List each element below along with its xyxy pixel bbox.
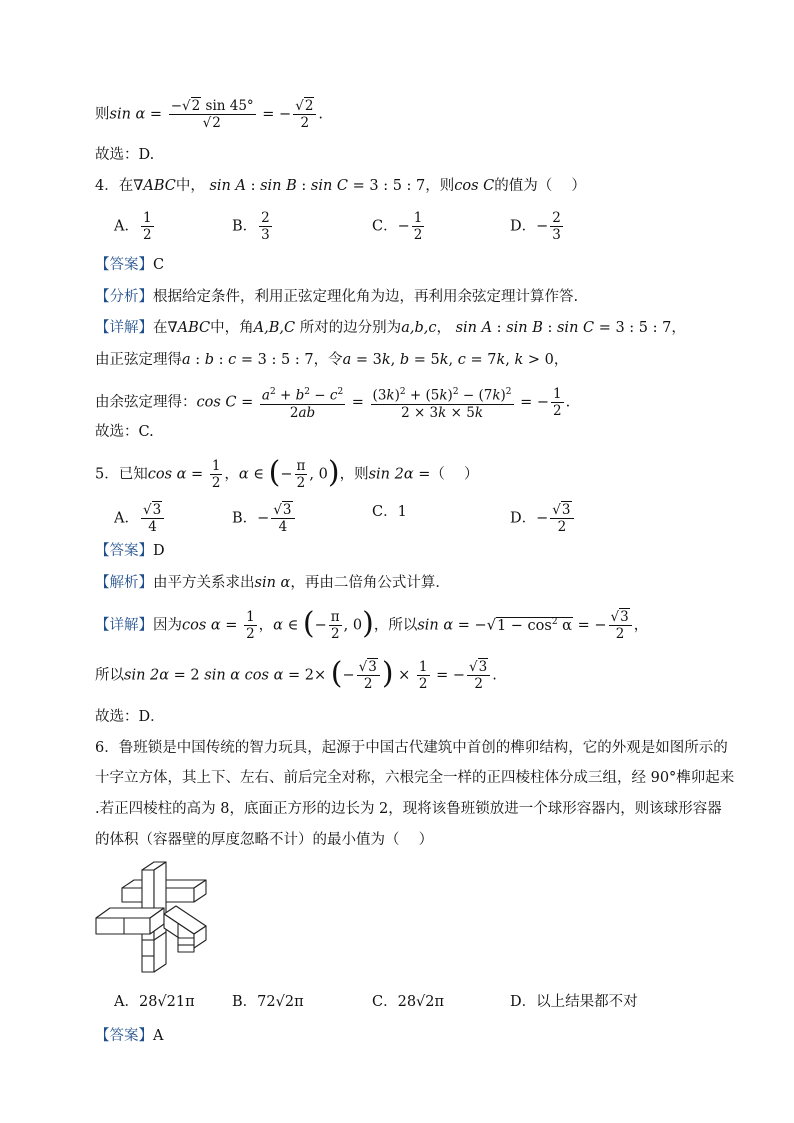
q5-analysis: 【解析】由平方关系求出sin α，再由二倍角公式计算．: [95, 575, 450, 591]
q5-answer: 【答案】D: [95, 543, 165, 559]
top-answer: 故选：D.: [95, 147, 155, 163]
q4-option-d: D．− $\frac{2}{3}$: [510, 210, 561, 243]
q6-option-c: C．28√2π: [372, 994, 445, 1010]
q5-detail: 【详解】因为cos α = $\frac{1}{2}$ ，α ∈ (− $\frac{\pi}{2}$ , 0)，所以$\sin \alpha = -√1 - \cos^2 \alpha$ = − $\frac{√3}{2}$ ，: [95, 605, 649, 642]
q6-option-b: B．72√2π: [232, 994, 304, 1010]
q4-answer: 【答案】C: [95, 257, 165, 273]
q5-option-d: D．− $\frac{√3}{2}$: [510, 502, 576, 535]
q4-option-a: A． $\frac{1}{2}$: [114, 210, 152, 243]
q4-choose: 故选：C.: [95, 424, 154, 440]
q5-choose: 故选：D．: [95, 709, 165, 725]
q5-option-b: B．− $\frac{√3}{4}$: [232, 502, 297, 535]
q6-line-4: 的体积（容器壁的厚度忽略不计）的最小值为（ ）: [95, 832, 434, 848]
q5-option-a: A． $\frac{√3}{4}$: [114, 502, 166, 535]
q4-law-cos: 由余弦定理得：cos C = $\frac{a^2 + b^2 - c^2}{2ab}$ = $\frac{(3k)^2 + (5k)^2 - (7k)^2}{2 \times 3k \times 5k}$ = − $\frac{1}{2}$ .: [95, 385, 571, 421]
q5-option-c: C．1: [372, 504, 407, 520]
q6-line-3: .若正四棱柱的高为 8，底面正方形的边长为 2，现将该鲁班锁放进一个球形容器内，则该球形容器: [95, 801, 722, 817]
q4-stem: 4．在∇ABC中， sin A : sin B : sin C = 3 : 5 : 7，则cos C的值为（ ）: [95, 178, 586, 194]
q6-option-a: A．28√21π: [114, 994, 195, 1010]
q6-option-d: D．以上结果都不对: [510, 994, 638, 1010]
q5-so: 所以sin 2α = 2 sin α cos α = 2× (− $\frac{√3}{2}$ ) × $\frac{1}{2}$ = − $\frac{√3}{2}$ .: [95, 655, 497, 692]
q4-analysis: 【分析】根据给定条件，利用正弦定理化角为边，再利用余弦定理计算作答.: [95, 289, 579, 305]
top-formula-line: 则sin α = $\frac{-√2 \sin 45^\circ}{√2}$ = − $\frac{√2}{2}$ .: [95, 98, 324, 131]
q4-option-b: B． $\frac{2}{3}$: [232, 210, 270, 243]
luban-lock-figure: [94, 860, 234, 980]
q4-detail: 【详解】在∇ABC中，角A,B,C 所对的边分别为a,b,c， sin A : sin B : sin C = 3 : 5 : 7，: [95, 320, 686, 336]
q4-option-c: C．− $\frac{1}{2}$: [372, 210, 423, 243]
q4-law-sines: 由正弦定理得a : b : c = 3 : 5 : 7，令a = 3k, b = 5k, c = 7k, k > 0，: [95, 352, 569, 368]
q5-stem: 5．已知cos α = $\frac{1}{2}$ ，α ∈ (− $\frac{\pi}{2}$ , 0)，则sin 2α =（ ）: [95, 454, 479, 491]
q6-answer: 【答案】A: [95, 1028, 164, 1044]
q6-line-1: 6．鲁班锁是中国传统的智力玩具，起源于中国古代建筑中首创的榫卯结构，它的外观是如图所示的: [95, 740, 728, 756]
q6-line-2: 十字立方体，其上下、左右、前后完全对称，六根完全一样的正四棱柱体分成三组，经 90°榫卯起来: [95, 770, 735, 786]
